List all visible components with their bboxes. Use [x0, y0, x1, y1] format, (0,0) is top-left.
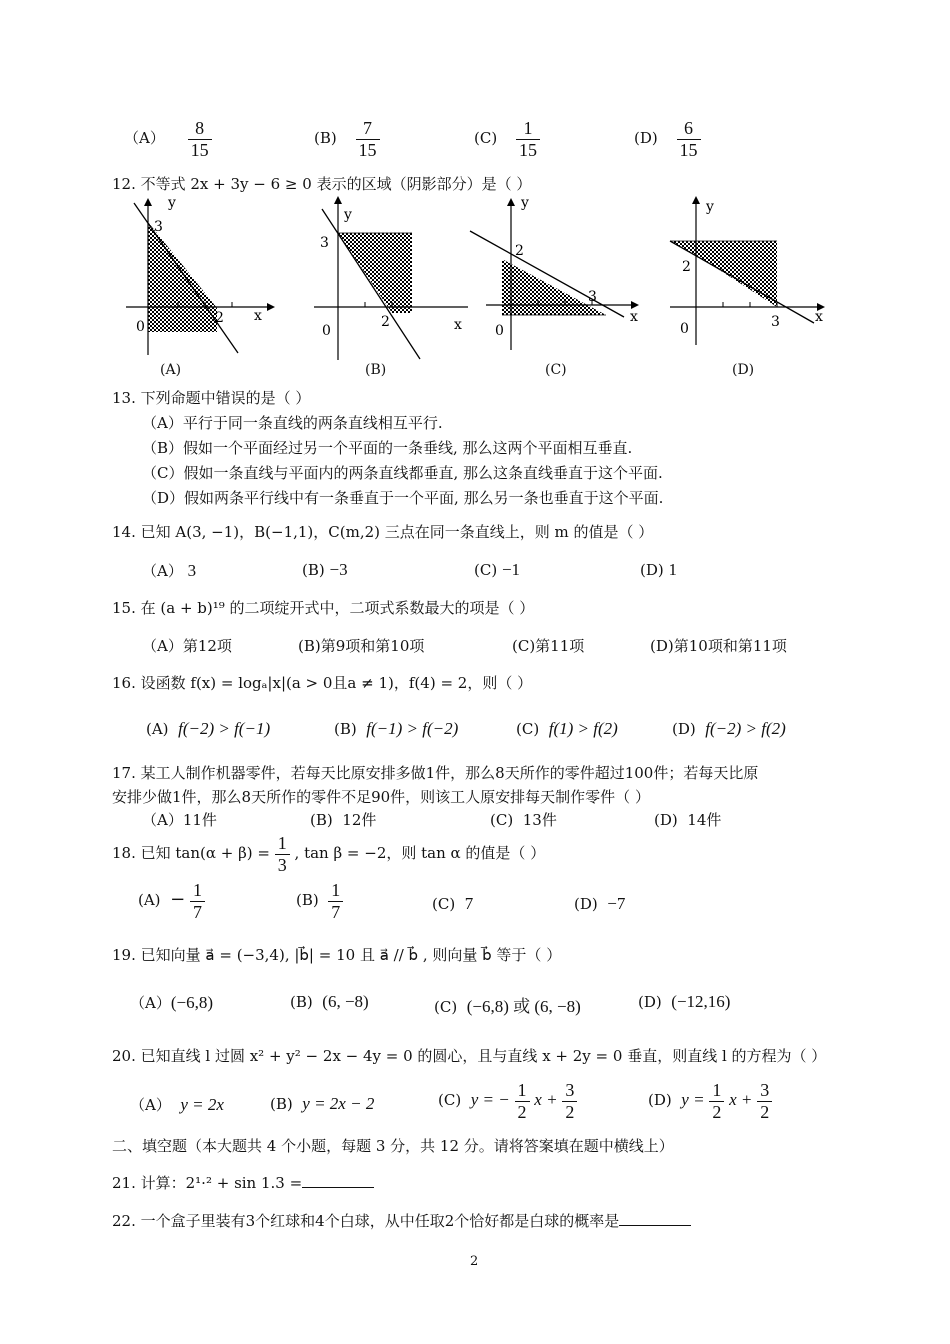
option-value: 7 — [464, 894, 474, 913]
fraction-denominator: 2 — [712, 1101, 722, 1122]
option-value: 3 — [187, 561, 197, 580]
option-value: 12件 — [342, 811, 377, 829]
q14-option-d — [640, 560, 677, 580]
answer-blank[interactable] — [302, 1173, 374, 1188]
fraction-numerator: 8 — [188, 118, 212, 140]
q13-stem: 13. 下列命题中错误的是（ ） — [112, 389, 311, 407]
option-value: 11件 — [182, 811, 217, 829]
option-label: (D) — [648, 1091, 672, 1110]
q18-option-d — [574, 894, 625, 914]
option-label: (B) — [270, 1095, 293, 1113]
origin-label: 0 — [495, 323, 504, 339]
tick-label: 2 — [215, 310, 224, 326]
fraction-denominator: 2 — [517, 1101, 527, 1122]
fraction-denominator: 2 — [565, 1101, 575, 1122]
tick-label: 2 — [682, 259, 691, 275]
q16-option-d — [672, 719, 786, 739]
fraction-numerator: 3 — [562, 1080, 577, 1102]
q18-suffix: , tan β = −2，则 tan α 的值是（ ） — [294, 844, 546, 863]
graph-caption: (D) — [732, 362, 755, 378]
q16-option-a — [146, 719, 270, 739]
q14-option-c — [474, 560, 520, 580]
y-axis-label: y — [706, 199, 714, 215]
option-value: −7 — [607, 894, 626, 913]
option-label: （A） — [142, 562, 183, 580]
shaded-region — [502, 259, 606, 315]
option-label: (B) — [310, 811, 333, 829]
option-label: (B) — [296, 891, 319, 910]
q19-option-d — [638, 992, 730, 1012]
q17-option-d — [654, 809, 721, 830]
q17-stem-line1: 17. 某工人制作机器零件，若每天比原安排多做1件，那么8天所作的零件超过100件；若每天比原 — [112, 764, 759, 782]
option-value: (6, −8) — [322, 992, 369, 1011]
q18-option-a — [138, 880, 205, 922]
option-label: (D) — [672, 720, 696, 738]
q15-stem: 15. 在 (a + b)¹⁹ 的二项绽开式中，二项式系数最大的项是（ ） — [112, 599, 535, 617]
option-value: 13件 — [522, 811, 557, 829]
x-axis-label: x — [815, 309, 823, 325]
option-label: (C) — [434, 998, 458, 1016]
option-value: y = − — [470, 1090, 510, 1110]
page-number: 2 — [470, 1254, 479, 1269]
option-value: y = — [681, 1090, 705, 1110]
q19-option-b — [290, 992, 369, 1012]
q12-graph-a — [120, 195, 280, 360]
q21 — [112, 1172, 374, 1193]
option-label: (D) — [574, 895, 598, 913]
q12-stem: 12. 不等式 2x + 3y − 6 ≥ 0 表示的区域（阴影部分）是（ ） — [112, 175, 532, 193]
q14-stem: 14. 已知 A(3, −1)，B(−1,1)，C(m,2) 三点在同一条直线上，则 m 的值是（ ） — [112, 523, 654, 541]
fraction-denominator: 2 — [760, 1101, 770, 1122]
q16-stem: 16. 设函数 f(x) = logₐ|x|(a > 0且a ≠ 1)，f(4) = 2，则（ ） — [112, 674, 533, 692]
origin-label: 0 — [322, 323, 331, 339]
q18-option-b — [296, 880, 343, 922]
fraction-denominator: 3 — [277, 854, 287, 875]
option-label: （A） — [130, 1096, 171, 1114]
q22-text: 22. 一个盒子里装有3个红球和4个白球，从中任取2个恰好都是白球的概率是 — [112, 1212, 620, 1230]
tick-label: 3 — [320, 235, 329, 251]
option-label: (A) — [146, 720, 169, 738]
q13-option-d: （D）假如两条平行线中有一条垂直于一个平面, 那么另一条也垂直于这个平面. — [142, 489, 664, 507]
option-label: （A） — [142, 811, 183, 829]
q19-option-c — [434, 992, 581, 1017]
fraction-denominator: 15 — [190, 139, 209, 160]
fraction-denominator: 15 — [679, 139, 698, 160]
q13-option-a: （A）平行于同一条直线的两条直线相互平行. — [142, 414, 443, 432]
q21-text: 21. 计算：2¹·² + sin 1.3 = — [112, 1174, 303, 1192]
q15-option-d: (D)第10项和第11项 — [650, 637, 787, 655]
q18-stem — [112, 833, 545, 875]
option-value: (−6,8) — [170, 993, 214, 1012]
option-value: −3 — [329, 560, 348, 579]
q16-option-b — [334, 719, 458, 739]
option-value: x + — [534, 1090, 558, 1110]
fraction-numerator: 3 — [757, 1080, 772, 1102]
q17-option-a — [142, 809, 217, 830]
option-value: (−6,8) 或 (6, −8) — [466, 997, 581, 1016]
fraction-numerator: 1 — [275, 833, 290, 855]
q20-option-a — [130, 1094, 224, 1115]
fraction-numerator: 7 — [356, 118, 380, 140]
q15-option-c: (C)第11项 — [512, 637, 585, 655]
origin-label: 0 — [680, 321, 689, 337]
option-value: −1 — [501, 560, 521, 579]
option-label: (D) — [640, 561, 664, 579]
tick-label: 3 — [588, 289, 597, 305]
fraction-numerator: 1 — [328, 880, 343, 902]
graph-caption: (A) — [160, 362, 182, 378]
x-axis-label: x — [454, 317, 462, 333]
tick-label: 2 — [515, 243, 524, 259]
minus-sign: − — [170, 889, 186, 911]
option-label: (B) — [334, 720, 357, 738]
option-label: (C) — [516, 720, 540, 738]
answer-blank[interactable] — [619, 1211, 691, 1226]
option-label: (C) — [474, 561, 498, 579]
y-axis-label: y — [344, 207, 352, 223]
option-value: x + — [729, 1090, 753, 1110]
option-label: (B) — [290, 993, 313, 1011]
q17-option-c — [490, 809, 557, 830]
fraction-denominator: 7 — [331, 901, 341, 922]
option-value: f(−2) > f(−1) — [178, 719, 271, 738]
q18-option-c — [432, 894, 473, 914]
fraction-numerator: 1 — [709, 1080, 724, 1102]
q13-option-b: （B）假如一个平面经过另一个平面的一条垂线, 那么这两个平面相互垂直. — [142, 439, 633, 457]
q17-stem-line2: 安排少做1件，那么8天所作的零件不足90件，则该工人原安排每天制作零件（ ） — [112, 788, 650, 806]
graph-caption: (C) — [545, 362, 567, 378]
y-axis-label: y — [168, 195, 176, 211]
q12-graph-d — [664, 195, 834, 360]
option-value: (−12,16) — [671, 992, 731, 1011]
q16-option-c — [516, 719, 618, 739]
tick-label: 2 — [381, 314, 390, 330]
option-label: （A） — [130, 994, 171, 1012]
q11-option-d — [634, 118, 701, 160]
option-value: 1 — [668, 560, 678, 579]
q19-stem: 19. 已知向量 a⃗ = (−3,4), |b⃗| = 10 且 a⃗ // b⃗ , 则向量 b⃗ 等于（ ） — [112, 946, 562, 964]
tick-label: 3 — [154, 219, 163, 235]
q11-option-b — [314, 118, 380, 160]
option-value: f(−1) > f(−2) — [366, 719, 459, 738]
option-label: (C) — [438, 1091, 462, 1110]
fraction-numerator: 6 — [677, 118, 701, 140]
shaded-region — [338, 233, 412, 313]
q20-option-b — [270, 1094, 374, 1114]
option-label: (B) — [314, 129, 337, 148]
q11-option-a — [124, 118, 212, 160]
q20-option-c — [438, 1080, 577, 1122]
y-axis-label: y — [521, 195, 529, 211]
q15-option-b: (B)第9项和第10项 — [298, 637, 425, 655]
q12-graph-c — [468, 195, 643, 360]
q15-option-a: （A）第12项 — [142, 637, 232, 655]
q22 — [112, 1210, 691, 1231]
x-axis-label: x — [630, 309, 638, 325]
option-value: 14件 — [687, 811, 722, 829]
option-value: y = 2x − 2 — [302, 1094, 375, 1113]
option-value: y = 2x — [180, 1095, 224, 1114]
x-axis-label: x — [254, 308, 262, 324]
q12-graph-b — [308, 195, 478, 360]
option-value: f(−2) > f(2) — [705, 719, 786, 738]
option-label: （A） — [124, 129, 165, 148]
fraction-denominator: 15 — [358, 139, 377, 160]
fraction-numerator: 1 — [190, 880, 205, 902]
origin-label: 0 — [136, 319, 145, 335]
q18-prefix: 18. 已知 tan(α + β) = — [112, 844, 270, 863]
option-label: (C) — [432, 895, 456, 913]
option-label: (C) — [490, 811, 514, 829]
fraction-denominator: 15 — [518, 139, 537, 160]
q20-option-d — [648, 1080, 772, 1122]
q14-option-a — [142, 560, 196, 581]
option-label: (A) — [138, 891, 161, 910]
fraction-denominator: 7 — [192, 901, 202, 922]
q17-option-b — [310, 809, 376, 830]
option-label: (D) — [634, 129, 658, 148]
fraction-numerator: 1 — [516, 118, 540, 140]
graph-caption: (B) — [365, 362, 387, 378]
option-value: f(1) > f(2) — [548, 719, 618, 738]
q20-stem: 20. 已知直线 l 过圆 x² + y² − 2x − 4y = 0 的圆心，且与直线 x + 2y = 0 垂直，则直线 l 的方程为（ ） — [112, 1047, 827, 1065]
q11-option-c — [474, 118, 540, 160]
q13-option-c: （C）假如一条直线与平面内的两条直线都垂直, 那么这条直线垂直于这个平面. — [142, 464, 663, 482]
option-label: (D) — [654, 811, 678, 829]
section-heading: 二、填空题（本大题共 4 个小题，每题 3 分，共 12 分。请将答案填在题中横线上） — [112, 1137, 674, 1155]
fraction-numerator: 1 — [515, 1080, 530, 1102]
option-label: (B) — [302, 561, 325, 579]
option-label: (C) — [474, 129, 498, 148]
q14-option-b — [302, 560, 348, 580]
option-label: (D) — [638, 993, 662, 1011]
tick-label: 3 — [771, 314, 780, 330]
q19-option-a — [130, 992, 213, 1013]
